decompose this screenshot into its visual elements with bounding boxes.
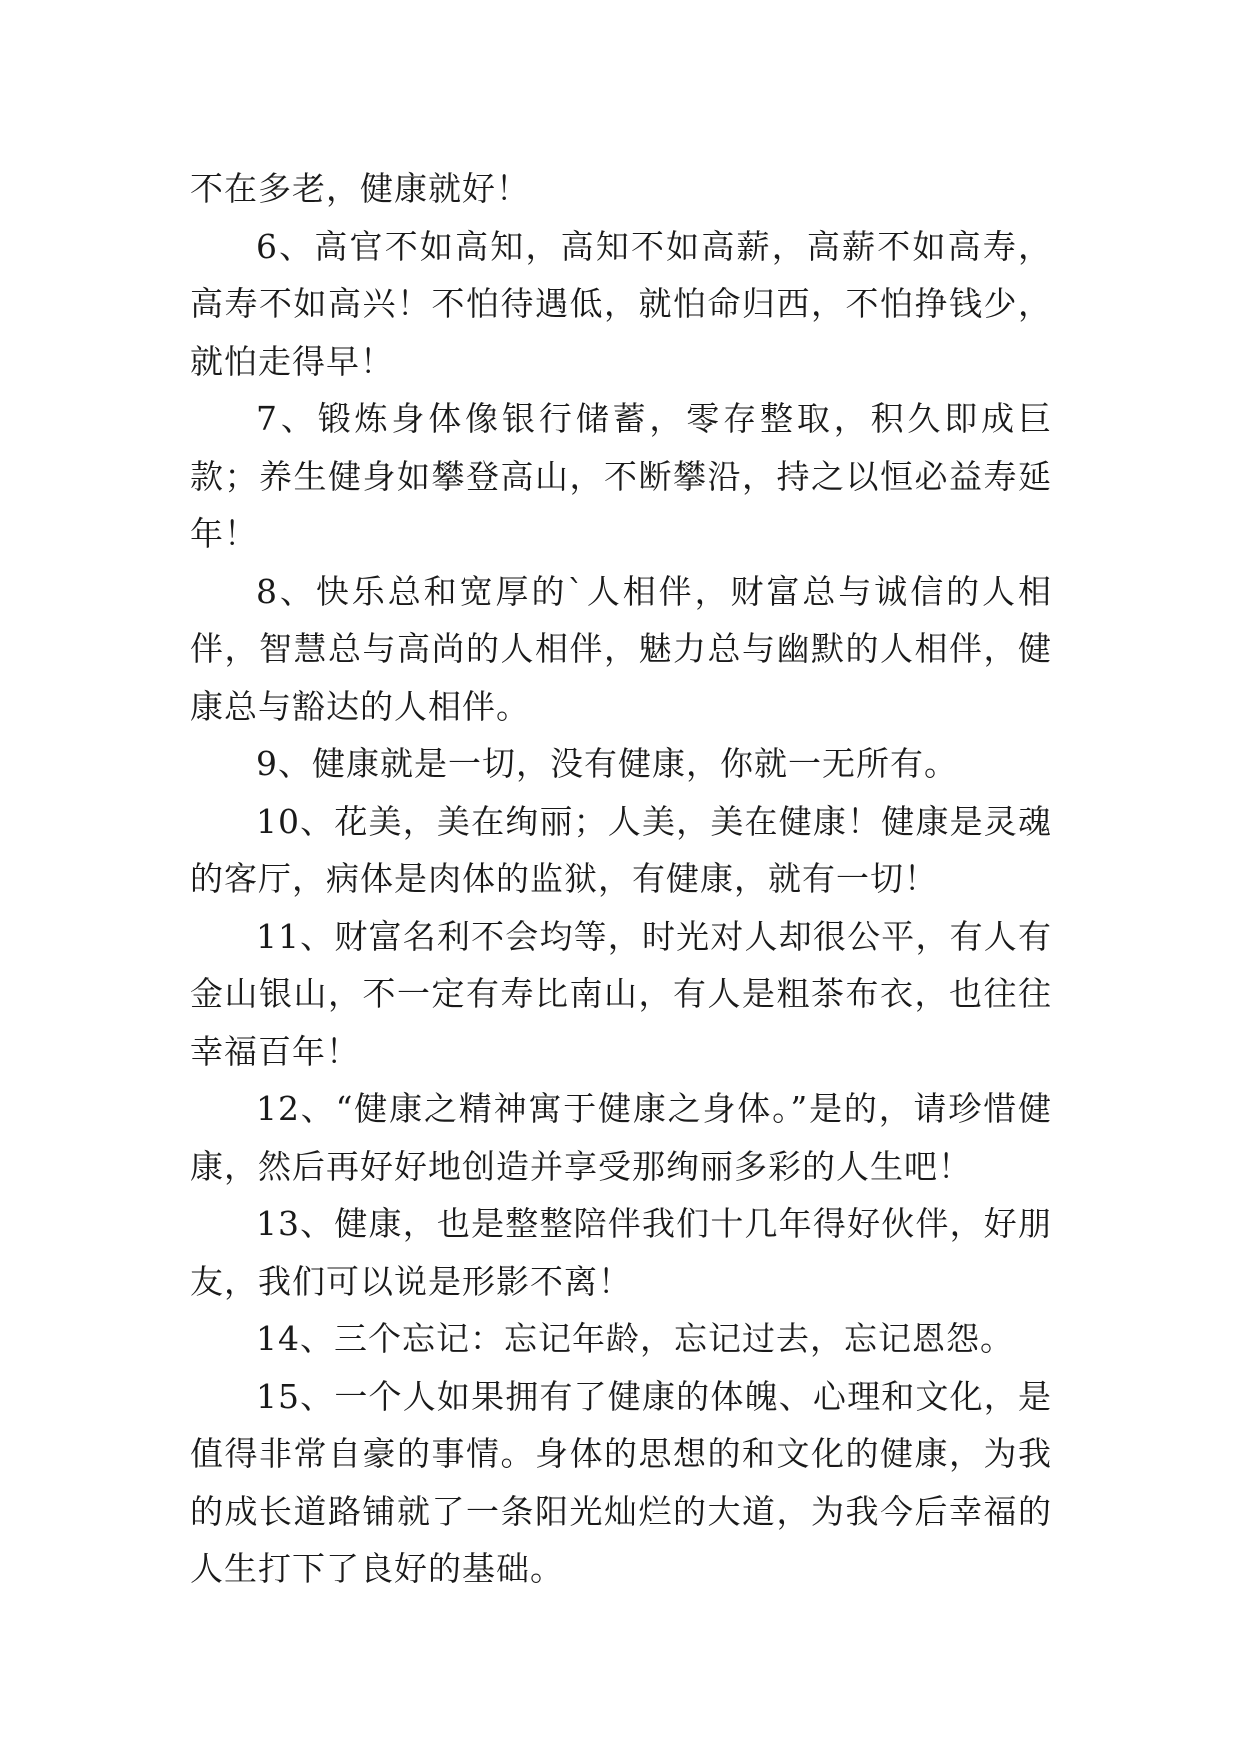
paragraph-item-12: 12、“健康之精神寓于健康之身体。”是的，请珍惜健康，然后再好好地创造并享受那绚丽多彩的人生吧！ [190,1089,1052,1186]
paragraph-item-6: 6、高官不如高知，高知不如高薪，高薪不如高寿，高寿不如高兴！不怕待遇低，就怕命归西，不怕挣钱少，就怕走得早！ [190,226,1052,381]
paragraph-item-13: 13、健康，也是整整陪伴我们十几年得好伙伴，好朋友，我们可以说是形影不离！ [190,1204,1052,1301]
paragraph-item-8: 8、快乐总和宽厚的`人相伴，财富总与诚信的人相伴，智慧总与高尚的人相伴，魅力总与幽默的人相伴，健康总与豁达的人相伴。 [190,571,1052,726]
paragraph-item-11: 11、财富名利不会均等，时光对人却很公平，有人有金山银山，不一定有寿比南山，有人是粗茶布衣，也往往幸福百年！ [190,916,1052,1071]
paragraph-item-14: 14、三个忘记：忘记年龄，忘记过去，忘记恩怨。 [256,1319,1014,1358]
paragraph-item-7: 7、锻炼身体像银行储蓄，零存整取，积久即成巨款；养生健身如攀登高山，不断攀沿，持之以恒必益寿延年！ [190,399,1052,553]
paragraph-item-9: 9、健康就是一切，没有健康，你就一无所有。 [256,744,958,783]
paragraph-continuation: 不在多老，健康就好！ [190,169,530,208]
document-body [190,160,1052,1598]
paragraph-item-15: 15、一个人如果拥有了健康的体魄、心理和文化，是值得非常自豪的事情。身体的思想的和文化的健康，为我的成长道路铺就了一条阳光灿烂的大道，为我今后幸福的人生打下了良好的基础。 [190,1376,1052,1588]
paragraph-item-10: 10、花美，美在绚丽；人美，美在健康！健康是灵魂的客厅，病体是肉体的监狱，有健康，就有一切！ [190,801,1052,898]
